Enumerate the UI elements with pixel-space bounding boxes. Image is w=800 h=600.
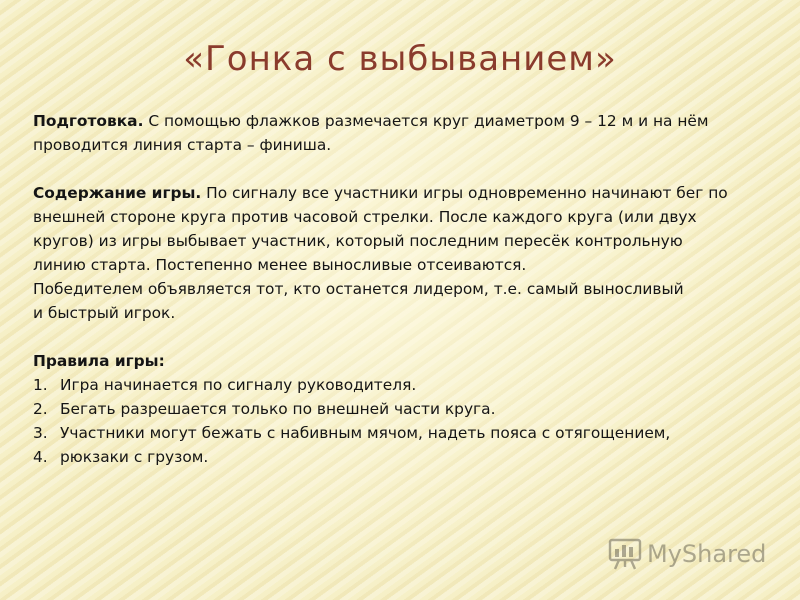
watermark-text: MyShared: [647, 540, 767, 568]
preparation-label: Подготовка.: [33, 112, 144, 130]
paragraph-spacer: [33, 157, 773, 181]
preparation-text-line2: проводится линия старта – финиша.: [33, 136, 332, 154]
rule-item: [33, 421, 773, 445]
rule-item: [33, 445, 773, 469]
rule-text: Бегать разрешается только по внешней части круга.: [60, 400, 496, 418]
rule-text: Игра начинается по сигналу руководителя.: [60, 376, 417, 394]
presentation-board-icon: [607, 536, 643, 572]
rule-number: 2.: [33, 400, 48, 418]
content-text-line1: По сигналу все участники игры одновременно начинают бег по: [201, 184, 728, 202]
content-text-line6: и быстрый игрок.: [33, 304, 176, 322]
rule-number: 3.: [33, 424, 48, 442]
content-paragraph-line1: [33, 181, 773, 205]
content-text-line4: линию старта. Постепенно менее выносливые отсеиваются.: [33, 256, 527, 274]
rule-number: 1.: [33, 376, 48, 394]
content-text-line5: Победителем объявляется тот, кто останется лидером, т.е. самый выносливый: [33, 280, 684, 298]
watermark: [607, 534, 766, 574]
preparation-text-line1: С помощью флажков размечается круг диаметром 9 – 12 м и на нём: [143, 112, 709, 130]
content-text-line2: внешней стороне круга против часовой стрелки. После каждого круга (или двух: [33, 208, 697, 226]
slide-title: «Гонка с выбыванием»: [183, 39, 617, 79]
content-text-line3: кругов) из игры выбывает участник, который последним пересёк контрольную: [33, 232, 683, 250]
rule-item: [33, 397, 773, 421]
rule-text: Участники могут бежать с набивным мячом, надеть пояса с отягощением,: [60, 424, 671, 442]
content-label: Содержание игры.: [33, 184, 202, 202]
rule-number: 4.: [33, 448, 48, 466]
rules-label: Правила игры:: [33, 352, 165, 370]
paragraph-spacer: [33, 325, 773, 349]
rule-text: рюкзаки с грузом.: [60, 448, 209, 466]
slide-body: [33, 109, 773, 469]
preparation-paragraph-line1: [33, 109, 773, 133]
rule-item: [33, 373, 773, 397]
